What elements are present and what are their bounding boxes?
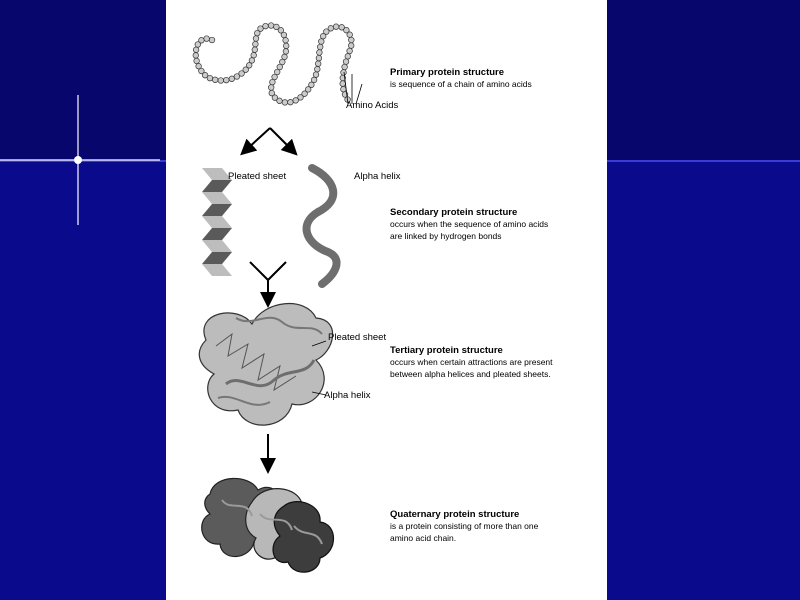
amino-acid-bead [229,76,235,82]
amino-acid-bead [195,42,201,48]
amino-acid-bead [263,23,269,29]
amino-acid-bead [342,64,348,70]
amino-acid-bead [218,78,224,84]
amino-acid-bead [283,38,289,44]
tertiary-title: Tertiary protein structure [390,345,503,356]
amino-acid-bead [315,66,321,72]
amino-acid-bead [281,32,287,38]
amino-acid-bead [343,59,349,65]
secondary-desc-line-1: occurs when the sequence of amino acids [390,219,549,229]
amino-acids-label: Amino Acids [346,100,399,111]
amino-acid-bead [253,41,259,47]
quaternary-desc-line-2: amino acid chain. [390,533,457,543]
amino-acid-bead [333,24,339,30]
tertiary-desc-line-2: between alpha helices and pleated sheets. [390,369,551,379]
amino-acid-bead [348,43,354,49]
alpha-helix-figure [307,168,337,284]
amino-acid-bead [283,49,289,55]
amino-acid-chain [193,23,354,106]
diagram-panel [166,0,607,600]
amino-acid-bead [268,23,274,29]
amino-acid-bead [268,85,274,91]
alpha-helix-label: Alpha helix [354,171,401,182]
amino-acid-bead [252,47,258,53]
secondary-title: Secondary protein structure [390,207,518,218]
amino-acid-bead [193,53,199,59]
amino-acid-bead [319,39,325,45]
amino-acid-bead [204,36,210,42]
tertiary-fold-figure [199,304,332,426]
amino-acid-bead [341,86,347,92]
amino-acid-bead [288,99,294,105]
amino-acid-bead [224,77,230,83]
merge-arrow [250,262,286,300]
amino-acid-bead [270,79,276,85]
amino-acid-bead [282,100,288,106]
amino-acid-bead [209,37,215,43]
amino-acid-bead [253,36,259,42]
tertiary-desc-line-1: occurs when certain attractions are present [390,357,553,367]
amino-acid-bead [207,75,213,81]
quaternary-desc-line-1: is a protein consisting of more than one [390,521,539,531]
amino-acid-bead [212,77,218,83]
amino-acid-bead [277,98,283,104]
amino-acid-bead [193,47,199,53]
amino-acid-bead [316,55,322,61]
amino-acid-bead [349,37,355,43]
secondary-desc-line-2: are linked by hydrogen bonds [390,231,502,241]
amino-acid-bead [317,44,323,50]
amino-acid-bead [317,50,323,56]
protein-structure-artwork [166,0,607,600]
amino-acid-bead [311,77,317,83]
split-arrows [246,128,292,150]
amino-acid-bead [249,58,255,64]
amino-acid-bead [340,81,346,87]
amino-acid-bead [347,48,353,54]
tertiary-alpha-helix-label: Alpha helix [324,390,371,401]
quaternary-fold-figure [202,478,334,572]
quaternary-title: Quaternary protein structure [390,509,520,520]
primary-desc: is sequence of a chain of amino acids [390,79,532,89]
amino-acid-bead [345,54,351,60]
pleated-sheet-label: Pleated sheet [228,171,287,182]
tertiary-pleated-sheet-label: Pleated sheet [328,332,387,343]
amino-acid-bead [251,52,257,58]
amino-acid-bead [283,43,289,49]
amino-acid-bead [313,72,319,78]
amino-acid-bead [328,26,334,32]
amino-acid-bead [194,58,200,64]
primary-title: Primary protein structure [390,67,505,78]
amino-acid-bead [315,61,321,67]
amino-acid-bead [341,70,347,76]
pleated-sheet-figure [202,168,232,276]
amino-acid-bead [347,32,353,38]
